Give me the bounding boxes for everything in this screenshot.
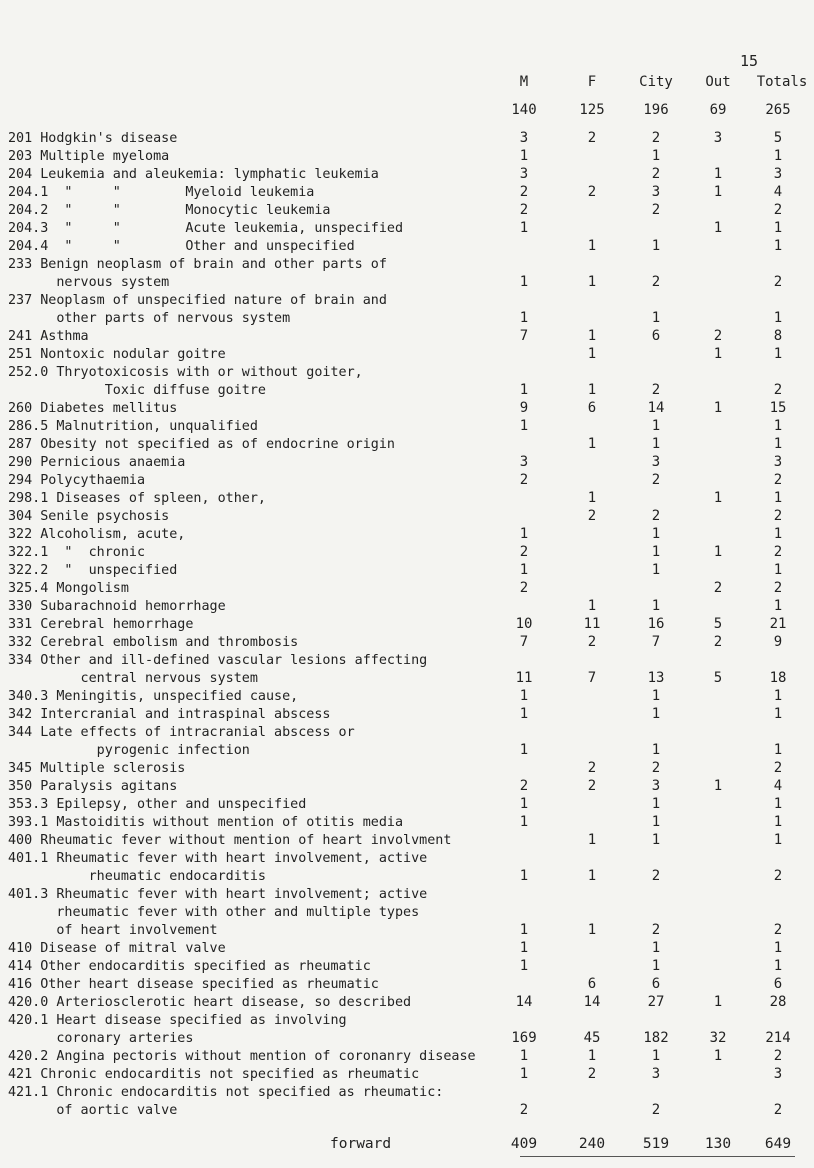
bf-f: 125 <box>579 102 605 118</box>
cell-city: 3 <box>651 778 661 794</box>
forward-out: 130 <box>704 1136 732 1152</box>
row-description: 204.4 " " Other and unspecified <box>8 239 355 254</box>
cell-total: 1 <box>773 706 783 722</box>
cell-city: 7 <box>651 634 661 650</box>
cell-out: 1 <box>713 346 723 362</box>
row-description: 330 Subarachnoid hemorrhage <box>8 599 226 614</box>
cell-f: 1 <box>587 490 597 506</box>
cell-f: 1 <box>587 382 597 398</box>
cell-out: 2 <box>713 634 723 650</box>
cell-city: 2 <box>651 922 661 938</box>
cell-m: 2 <box>519 472 529 488</box>
forward-m: 409 <box>510 1136 538 1152</box>
cell-m: 1 <box>519 148 529 164</box>
cell-f: 1 <box>587 436 597 452</box>
cell-total: 28 <box>769 994 787 1010</box>
cell-out: 5 <box>713 670 723 686</box>
row-description: 414 Other endocarditis specified as rheumatic <box>8 959 371 974</box>
cell-total: 1 <box>773 490 783 506</box>
row-description: 334 Other and ill-defined vascular lesions affecting central nervous system <box>8 653 428 687</box>
cell-city: 2 <box>651 508 661 524</box>
cell-total: 1 <box>773 436 783 452</box>
cell-total: 214 <box>765 1030 791 1046</box>
row-description: 286.5 Malnutrition, unqualified <box>8 419 258 434</box>
cell-city: 1 <box>651 310 661 326</box>
row-description: 332 Cerebral embolism and thrombosis <box>8 635 299 650</box>
cell-total: 3 <box>773 1066 783 1082</box>
cell-out: 1 <box>713 544 723 560</box>
cell-total: 1 <box>773 346 783 362</box>
cell-f: 1 <box>587 598 597 614</box>
cell-m: 1 <box>519 868 529 884</box>
cell-total: 1 <box>773 598 783 614</box>
cell-city: 2 <box>651 382 661 398</box>
cell-out: 1 <box>713 778 723 794</box>
cell-total: 2 <box>773 868 783 884</box>
cell-city: 1 <box>651 436 661 452</box>
cell-m: 1 <box>519 796 529 812</box>
cell-city: 1 <box>651 940 661 956</box>
cell-out: 1 <box>713 166 723 182</box>
cell-m: 1 <box>519 526 529 542</box>
row-description: 287 Obesity not specified as of endocrine origin <box>8 437 395 452</box>
row-description: 233 Benign neoplasm of brain and other parts of nervous system <box>8 257 387 291</box>
cell-total: 1 <box>773 238 783 254</box>
cell-total: 3 <box>773 166 783 182</box>
cell-city: 2 <box>651 472 661 488</box>
cell-city: 2 <box>651 760 661 776</box>
cell-total: 2 <box>773 580 783 596</box>
cell-city: 6 <box>651 976 661 992</box>
forward-label: forward <box>330 1136 392 1152</box>
cell-m: 3 <box>519 130 529 146</box>
row-description: 204.2 " " Monocytic leukemia <box>8 203 331 218</box>
cell-m: 1 <box>519 1066 529 1082</box>
row-description: 342 Intercranial and intraspinal abscess <box>8 707 331 722</box>
cell-total: 9 <box>773 634 783 650</box>
cell-m: 1 <box>519 940 529 956</box>
cell-f: 2 <box>587 130 597 146</box>
cell-m: 10 <box>515 616 533 632</box>
cell-city: 2 <box>651 130 661 146</box>
row-description: 204.1 " " Myeloid leukemia <box>8 185 315 200</box>
cell-m: 1 <box>519 418 529 434</box>
row-description: 340.3 Meningitis, unspecified cause, <box>8 689 299 704</box>
cell-total: 18 <box>769 670 787 686</box>
row-description: 204.3 " " Acute leukemia, unspecified <box>8 221 404 236</box>
row-description: 420.2 Angina pectoris without mention of coronanry disease <box>8 1049 476 1064</box>
bf-total: 265 <box>765 102 791 118</box>
header-m: M <box>519 74 529 90</box>
row-description: 294 Polycythaemia <box>8 473 146 488</box>
cell-out: 32 <box>709 1030 727 1046</box>
row-description: 204 Leukemia and aleukemia: lymphatic leukemia <box>8 167 379 182</box>
cell-out: 3 <box>713 130 723 146</box>
row-description: 420.0 Arteriosclerotic heart disease, so described <box>8 995 412 1010</box>
cell-total: 4 <box>773 184 783 200</box>
row-description: 393.1 Mastoiditis without mention of otitis media <box>8 815 404 830</box>
cell-f: 2 <box>587 778 597 794</box>
cell-f: 1 <box>587 274 597 290</box>
cell-f: 2 <box>587 760 597 776</box>
row-description: 401.1 Rheumatic fever with heart involvement, active rheumatic endocarditis <box>8 851 428 885</box>
cell-out: 1 <box>713 490 723 506</box>
cell-city: 1 <box>651 1048 661 1064</box>
cell-out: 1 <box>713 184 723 200</box>
cell-m: 169 <box>511 1030 537 1046</box>
row-description: 345 Multiple sclerosis <box>8 761 186 776</box>
cell-m: 2 <box>519 1102 529 1118</box>
cell-m: 1 <box>519 706 529 722</box>
cell-m: 7 <box>519 328 529 344</box>
cell-total: 21 <box>769 616 787 632</box>
cell-total: 1 <box>773 688 783 704</box>
cell-city: 3 <box>651 1066 661 1082</box>
row-description: 410 Disease of mitral valve <box>8 941 226 956</box>
cell-total: 5 <box>773 130 783 146</box>
cell-total: 2 <box>773 202 783 218</box>
cell-city: 1 <box>651 562 661 578</box>
row-description: 353.3 Epilepsy, other and unspecified <box>8 797 307 812</box>
bf-city: 196 <box>643 102 669 118</box>
cell-total: 1 <box>773 562 783 578</box>
bf-m: 140 <box>511 102 537 118</box>
cell-total: 2 <box>773 1102 783 1118</box>
cell-f: 6 <box>587 400 597 416</box>
row-description: 416 Other heart disease specified as rheumatic <box>8 977 379 992</box>
cell-m: 1 <box>519 742 529 758</box>
row-description: 400 Rheumatic fever without mention of heart involvment <box>8 833 452 848</box>
cell-city: 1 <box>651 814 661 830</box>
cell-city: 3 <box>651 184 661 200</box>
cell-f: 1 <box>587 922 597 938</box>
row-description: 203 Multiple myeloma <box>8 149 170 164</box>
cell-city: 1 <box>651 526 661 542</box>
cell-total: 1 <box>773 814 783 830</box>
cell-city: 1 <box>651 796 661 812</box>
cell-out: 5 <box>713 616 723 632</box>
header-totals: Totals <box>756 74 808 90</box>
cell-city: 27 <box>647 994 665 1010</box>
cell-m: 1 <box>519 958 529 974</box>
cell-m: 3 <box>519 166 529 182</box>
row-description: 322.2 " unspecified <box>8 563 178 578</box>
cell-f: 1 <box>587 832 597 848</box>
cell-total: 1 <box>773 832 783 848</box>
cell-city: 1 <box>651 544 661 560</box>
cell-total: 6 <box>773 976 783 992</box>
cell-m: 1 <box>519 382 529 398</box>
row-description: 241 Asthma <box>8 329 89 344</box>
cell-m: 1 <box>519 1048 529 1064</box>
cell-m: 2 <box>519 580 529 596</box>
forward-city: 519 <box>642 1136 670 1152</box>
cell-out: 1 <box>713 220 723 236</box>
row-description: 420.1 Heart disease specified as involving coronary arteries <box>8 1013 347 1047</box>
forward-f: 240 <box>578 1136 606 1152</box>
cell-f: 2 <box>587 1066 597 1082</box>
cell-city: 1 <box>651 688 661 704</box>
cell-f: 2 <box>587 508 597 524</box>
cell-out: 2 <box>713 580 723 596</box>
cell-m: 1 <box>519 688 529 704</box>
cell-total: 1 <box>773 796 783 812</box>
cell-total: 1 <box>773 418 783 434</box>
cell-city: 14 <box>647 400 665 416</box>
page-number: 15 <box>740 52 759 70</box>
cell-city: 1 <box>651 742 661 758</box>
cell-total: 1 <box>773 940 783 956</box>
cell-city: 1 <box>651 238 661 254</box>
cell-total: 2 <box>773 544 783 560</box>
cell-total: 2 <box>773 1048 783 1064</box>
cell-total: 2 <box>773 922 783 938</box>
row-description: 350 Paralysis agitans <box>8 779 178 794</box>
cell-total: 1 <box>773 526 783 542</box>
cell-total: 3 <box>773 454 783 470</box>
cell-city: 1 <box>651 418 661 434</box>
cell-m: 3 <box>519 454 529 470</box>
cell-city: 1 <box>651 598 661 614</box>
cell-f: 1 <box>587 346 597 362</box>
cell-city: 2 <box>651 868 661 884</box>
cell-f: 11 <box>583 616 601 632</box>
row-description: 331 Cerebral hemorrhage <box>8 617 194 632</box>
row-description: 251 Nontoxic nodular goitre <box>8 347 226 362</box>
cell-city: 2 <box>651 274 661 290</box>
cell-city: 2 <box>651 1102 661 1118</box>
cell-out: 1 <box>713 400 723 416</box>
cell-m: 1 <box>519 922 529 938</box>
cell-m: 2 <box>519 778 529 794</box>
cell-total: 4 <box>773 778 783 794</box>
cell-city: 6 <box>651 328 661 344</box>
cell-m: 11 <box>515 670 533 686</box>
cell-m: 14 <box>515 994 533 1010</box>
cell-total: 15 <box>769 400 787 416</box>
cell-out: 1 <box>713 994 723 1010</box>
header-city: City <box>639 74 673 90</box>
cell-m: 2 <box>519 184 529 200</box>
cell-m: 1 <box>519 274 529 290</box>
cell-total: 2 <box>773 274 783 290</box>
cell-f: 2 <box>587 184 597 200</box>
cell-total: 1 <box>773 310 783 326</box>
cell-f: 1 <box>587 868 597 884</box>
cell-total: 1 <box>773 220 783 236</box>
row-description: 290 Pernicious anaemia <box>8 455 186 470</box>
cell-city: 13 <box>647 670 665 686</box>
cell-city: 1 <box>651 706 661 722</box>
cell-f: 2 <box>587 634 597 650</box>
row-description: 421 Chronic endocarditis not specified as rheumatic <box>8 1067 420 1082</box>
cell-total: 8 <box>773 328 783 344</box>
row-description: 325.4 Mongolism <box>8 581 129 596</box>
row-description: 421.1 Chronic endocarditis not specified as rheumatic: of aortic valve <box>8 1085 444 1119</box>
cell-city: 2 <box>651 202 661 218</box>
cell-f: 6 <box>587 976 597 992</box>
cell-m: 9 <box>519 400 529 416</box>
cell-m: 2 <box>519 544 529 560</box>
cell-total: 2 <box>773 382 783 398</box>
cell-city: 2 <box>651 166 661 182</box>
cell-city: 1 <box>651 832 661 848</box>
cell-city: 182 <box>643 1030 669 1046</box>
cell-city: 16 <box>647 616 665 632</box>
cell-total: 2 <box>773 472 783 488</box>
cell-total: 1 <box>773 742 783 758</box>
row-description: 237 Neoplasm of unspecified nature of brain and other parts of nervous system <box>8 293 387 327</box>
row-description: 322.1 " chronic <box>8 545 146 560</box>
row-description: 401.3 Rheumatic fever with heart involvement; active rheumatic fever with other and multiple types of heart involvement <box>8 887 428 939</box>
header-f: F <box>587 74 597 90</box>
cell-total: 2 <box>773 760 783 776</box>
cell-m: 7 <box>519 634 529 650</box>
total-rule <box>520 1156 795 1157</box>
cell-m: 1 <box>519 562 529 578</box>
cell-m: 1 <box>519 814 529 830</box>
cell-f: 14 <box>583 994 601 1010</box>
cell-m: 1 <box>519 220 529 236</box>
cell-f: 7 <box>587 670 597 686</box>
cell-city: 1 <box>651 958 661 974</box>
cell-total: 2 <box>773 508 783 524</box>
cell-total: 1 <box>773 148 783 164</box>
cell-out: 2 <box>713 328 723 344</box>
cell-f: 1 <box>587 238 597 254</box>
row-description: 298.1 Diseases of spleen, other, <box>8 491 266 506</box>
row-description: 304 Senile psychosis <box>8 509 170 524</box>
row-description: 252.0 Thryotoxicosis with or without goiter, Toxic diffuse goitre <box>8 365 363 399</box>
cell-f: 1 <box>587 328 597 344</box>
cell-out: 1 <box>713 1048 723 1064</box>
cell-f: 45 <box>583 1030 601 1046</box>
row-description: 201 Hodgkin's disease <box>8 131 178 146</box>
row-description: 322 Alcoholism, acute, <box>8 527 186 542</box>
bf-out: 69 <box>709 102 727 118</box>
cell-total: 1 <box>773 958 783 974</box>
cell-city: 1 <box>651 148 661 164</box>
header-out: Out <box>705 74 731 90</box>
cell-m: 2 <box>519 202 529 218</box>
row-description: 260 Diabetes mellitus <box>8 401 178 416</box>
cell-city: 3 <box>651 454 661 470</box>
cell-f: 1 <box>587 1048 597 1064</box>
row-description: 344 Late effects of intracranial abscess or pyrogenic infection <box>8 725 355 759</box>
forward-total: 649 <box>764 1136 792 1152</box>
cell-m: 1 <box>519 310 529 326</box>
